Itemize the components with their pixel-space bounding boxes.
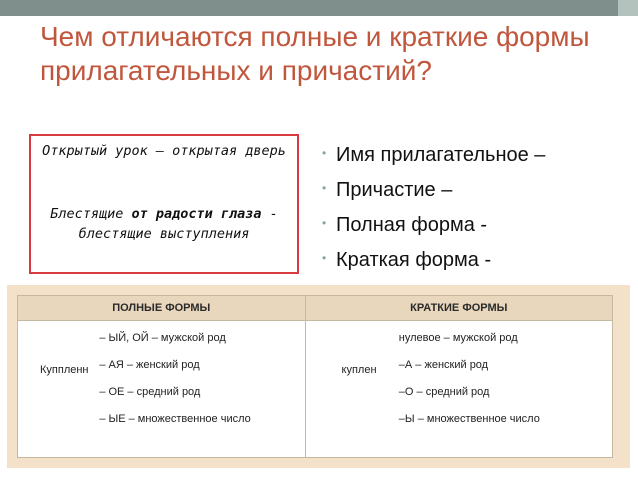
short-endings-cell bbox=[395, 321, 613, 458]
short-ending: нулевое – мужской род bbox=[398, 332, 518, 344]
slide-title: Чем отличаются полные и краткие формы прилагательных и причастий? bbox=[40, 21, 590, 86]
full-ending: – ЫЙ, ОЙ – мужской род bbox=[99, 332, 226, 344]
bullet-dot-icon: • bbox=[322, 216, 327, 230]
example-2-bold: от радости глаза bbox=[131, 206, 262, 222]
header-short-forms: КРАТКИЕ ФОРМЫ bbox=[305, 296, 612, 321]
full-ending: – АЯ – женский род bbox=[99, 359, 200, 371]
bullet-item bbox=[322, 243, 545, 278]
example-2 bbox=[39, 204, 289, 244]
example-2-part-c: - блестящие выступления bbox=[78, 206, 278, 242]
bullet-dot-icon: • bbox=[322, 181, 327, 195]
bullet-dot-icon: • bbox=[322, 146, 327, 160]
bullet-text: Имя прилагательное – bbox=[336, 144, 546, 166]
forms-table bbox=[17, 295, 613, 458]
short-ending: –А – женский род bbox=[398, 359, 489, 371]
full-ending: – ЫЕ – множественное число bbox=[99, 413, 251, 425]
bullet-text: Причастие – bbox=[336, 179, 453, 201]
bullet-item bbox=[322, 208, 545, 243]
top-bar bbox=[0, 0, 638, 16]
bullet-list bbox=[322, 138, 545, 278]
top-bar-accent bbox=[618, 0, 638, 16]
bullet-text: Краткая форма - bbox=[336, 249, 492, 271]
short-ending: –О – средний род bbox=[398, 386, 490, 398]
full-stem: Куппленн bbox=[40, 364, 89, 376]
example-1: Открытый урок – открытая дверь bbox=[42, 143, 286, 159]
example-2-part-a: Блестящие bbox=[50, 206, 132, 222]
examples-box bbox=[29, 134, 299, 274]
bullet-item bbox=[322, 138, 545, 173]
short-stem: куплен bbox=[341, 364, 377, 376]
full-stem-cell bbox=[18, 321, 96, 458]
forms-table-frame bbox=[7, 285, 630, 468]
bullet-dot-icon: • bbox=[322, 251, 327, 265]
full-endings-cell bbox=[95, 321, 305, 458]
bullet-item bbox=[322, 173, 545, 208]
short-ending: –Ы – множественное число bbox=[398, 413, 540, 425]
header-full-forms: ПОЛНЫЕ ФОРМЫ bbox=[18, 296, 306, 321]
short-stem-cell bbox=[305, 321, 395, 458]
bullet-text: Полная форма - bbox=[336, 214, 488, 236]
full-ending: – ОЕ – средний род bbox=[99, 386, 201, 398]
